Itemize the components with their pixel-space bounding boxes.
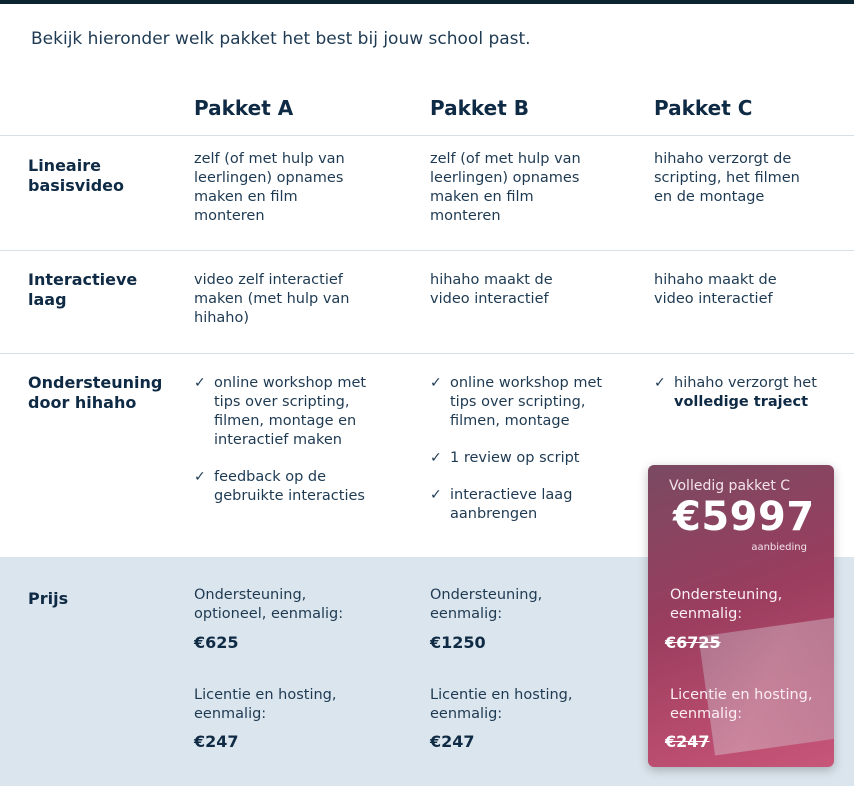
offer-note: aanbieding bbox=[751, 542, 807, 553]
cell-interactief-b: hihaho maakt de video interactief bbox=[430, 272, 553, 307]
offer-support-old-price: €6725 bbox=[665, 633, 721, 652]
offer-title: Volledig pakket C bbox=[669, 478, 791, 494]
check-icon: ✓ bbox=[194, 375, 206, 391]
check-icon: ✓ bbox=[430, 375, 442, 391]
price-license-a: €247 bbox=[194, 732, 239, 751]
price-support-label-a: Ondersteuning, optioneel, eenmalig: bbox=[194, 587, 344, 622]
divider bbox=[0, 353, 854, 354]
cell-lineair-c: hihaho verzorgt de scripting, het filmen en de montage bbox=[654, 151, 800, 205]
row-label-ondersteuning: Ondersteuning door hihaho bbox=[28, 373, 163, 412]
price-license-label-b: Licentie en hosting, eenmalig: bbox=[430, 687, 573, 722]
cell-lineair-b: zelf (of met hulp van leerlingen) opnames maken en film monteren bbox=[430, 151, 581, 224]
cell-interactief-c: hihaho maakt de video interactief bbox=[654, 272, 777, 307]
list-item-text: feedback op de gebruikte interacties bbox=[214, 469, 365, 504]
divider bbox=[0, 135, 854, 136]
list-item-text: interactieve laag aanbrengen bbox=[450, 487, 573, 522]
list-item-text: 1 review op script bbox=[450, 450, 580, 466]
list-item bbox=[430, 374, 630, 431]
price-license-b: €247 bbox=[430, 732, 475, 751]
cell-lineair-a: zelf (of met hulp van leerlingen) opnames maken en film monteren bbox=[194, 151, 345, 224]
check-icon: ✓ bbox=[430, 487, 442, 503]
list-item bbox=[194, 468, 394, 506]
row-label-lineair: Lineaire basisvideo bbox=[28, 156, 124, 195]
list-item bbox=[194, 374, 394, 450]
offer-support-label: Ondersteuning, eenmalig: bbox=[670, 587, 783, 622]
cell-ondersteuning-b bbox=[430, 374, 630, 524]
column-header-pakket-b: Pakket B bbox=[430, 96, 530, 120]
column-header-pakket-c: Pakket C bbox=[654, 96, 753, 120]
offer-license-old-price: €247 bbox=[665, 732, 710, 751]
offer-license-label: Licentie en hosting, eenmalig: bbox=[670, 687, 813, 722]
list-item bbox=[430, 449, 630, 468]
top-bar bbox=[0, 0, 854, 4]
list-item-text: online workshop met tips over scripting, filmen, montage bbox=[450, 375, 603, 429]
cell-interactief-a: video zelf interactief maken (met hulp van hihaho) bbox=[194, 272, 350, 326]
price-license-label-a: Licentie en hosting, eenmalig: bbox=[194, 687, 337, 722]
divider bbox=[0, 250, 854, 251]
check-icon: ✓ bbox=[194, 469, 206, 485]
cell-ondersteuning-c bbox=[654, 374, 839, 412]
list-item-emphasis: volledige traject bbox=[674, 394, 808, 410]
list-item bbox=[654, 374, 839, 412]
list-item bbox=[430, 486, 630, 524]
check-icon: ✓ bbox=[654, 375, 666, 391]
offer-price: €5997 bbox=[673, 494, 815, 540]
price-support-b: €1250 bbox=[430, 633, 486, 652]
column-header-pakket-a: Pakket A bbox=[194, 96, 294, 120]
check-icon: ✓ bbox=[430, 450, 442, 466]
price-support-label-b: Ondersteuning, eenmalig: bbox=[430, 587, 543, 622]
offer-card[interactable] bbox=[648, 465, 834, 767]
cell-ondersteuning-a bbox=[194, 374, 394, 506]
row-label-interactief: Interactieve laag bbox=[28, 270, 138, 309]
list-item-text: hihaho verzorgt het bbox=[674, 375, 817, 391]
price-support-a: €625 bbox=[194, 633, 239, 652]
intro-text: Bekijk hieronder welk pakket het best bij jouw school past. bbox=[31, 29, 531, 49]
list-item-text: online workshop met tips over scripting, filmen, montage en interactief maken bbox=[214, 375, 367, 448]
row-label-prijs: Prijs bbox=[28, 589, 69, 608]
